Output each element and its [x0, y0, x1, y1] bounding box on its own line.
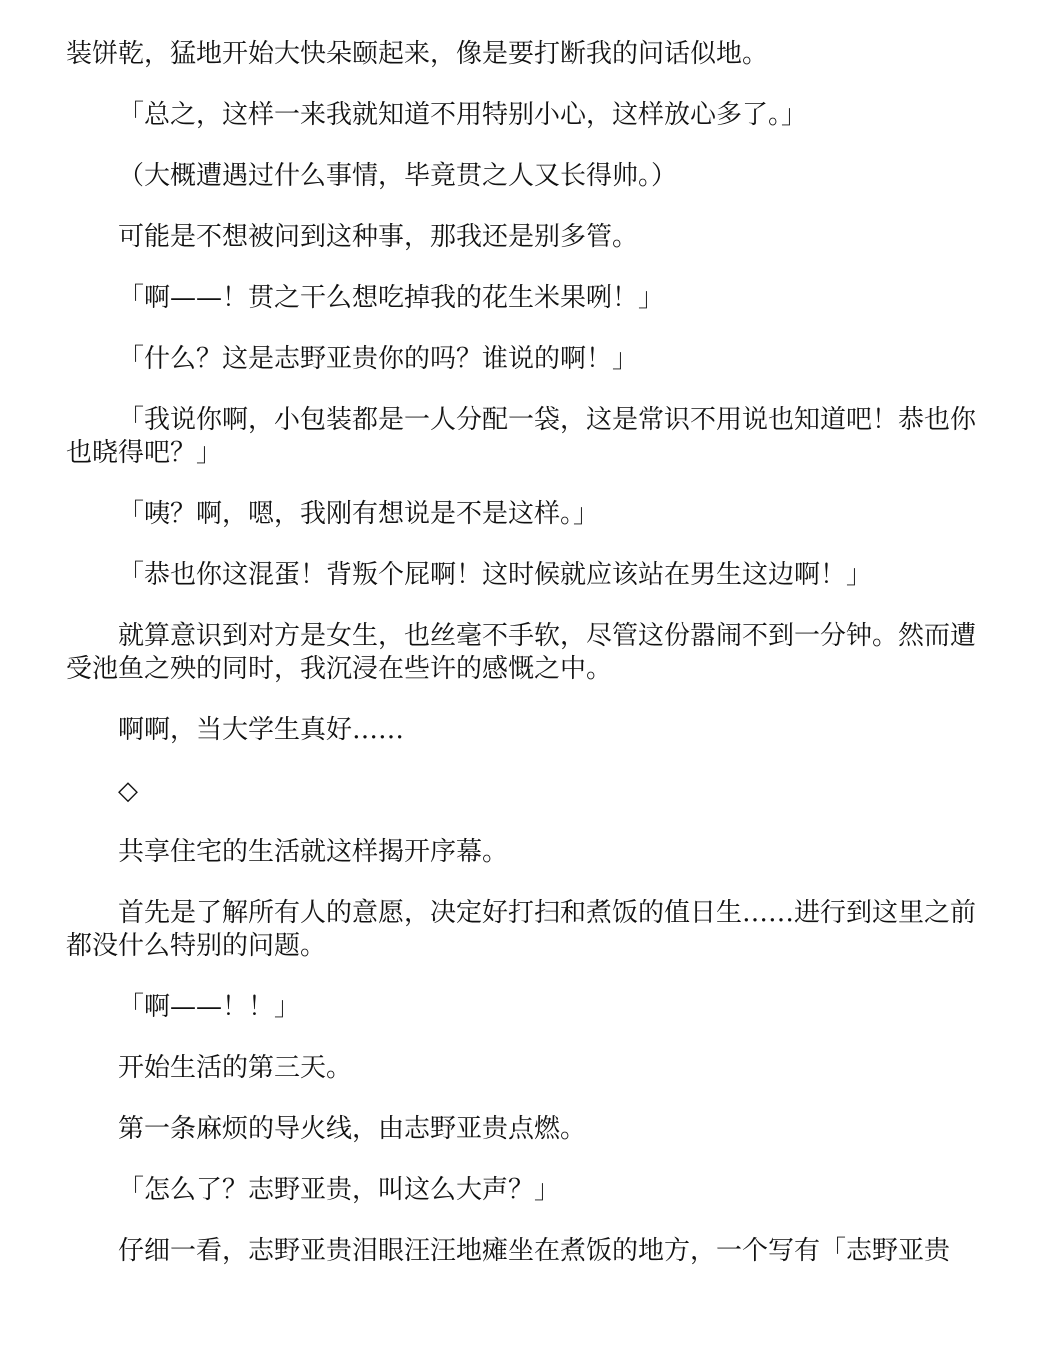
paragraph: 「咦？啊，嗯，我刚有想说是不是这样。」	[118, 499, 600, 529]
paragraph: 「我说你啊，小包装都是一人分配一袋，这是常识不用说也知道吧！恭也你也晓得吧？」	[66, 405, 977, 468]
document-page	[66, 38, 976, 1296]
paragraph: 「怎么了？志野亚贵，叫这么大声？」	[118, 1175, 561, 1205]
paragraph: 仔细一看，志野亚贵泪眼汪汪地瘫坐在煮饭的地方，一个写有「志野亚贵	[118, 1236, 951, 1266]
paragraph: 共享住宅的生活就这样揭开序幕。	[118, 837, 509, 867]
paragraph: 装饼乾，猛地开始大快朵颐起来，像是要打断我的问话似地。	[66, 39, 769, 69]
paragraph: 「总之，这样一来我就知道不用特别小心，这样放心多了。」	[118, 100, 808, 130]
paragraph: 「啊——！贯之干么想吃掉我的花生米果咧！」	[118, 283, 665, 313]
paragraph: 开始生活的第三天。	[118, 1053, 353, 1083]
paragraph: 可能是不想被问到这种事，那我还是别多管。	[118, 222, 639, 252]
paragraph: 就算意识到对方是女生，也丝毫不手软，尽管这份嚣闹不到一分钟。然而遭受池鱼之殃的同时，我沉浸在些许的感慨之中。	[66, 621, 977, 684]
paragraph: （大概遭遇过什么事情，毕竟贯之人又长得帅。）	[118, 161, 678, 191]
paragraph: 「恭也你这混蛋！背叛个屁啊！这时候就应该站在男生这边啊！」	[118, 560, 873, 590]
paragraph: 啊啊，当大学生真好……	[118, 715, 405, 745]
paragraph: 首先是了解所有人的意愿，决定好打扫和煮饭的值日生……进行到这里之前都没什么特别的问题。	[66, 898, 977, 961]
paragraph: 「啊——！！」	[118, 992, 301, 1022]
paragraph: 「什么？这是志野亚贵你的吗？谁说的啊！」	[118, 344, 639, 374]
scene-break-diamond: ◇	[118, 776, 138, 806]
paragraph: 第一条麻烦的导火线，由志野亚贵点燃。	[118, 1114, 587, 1144]
